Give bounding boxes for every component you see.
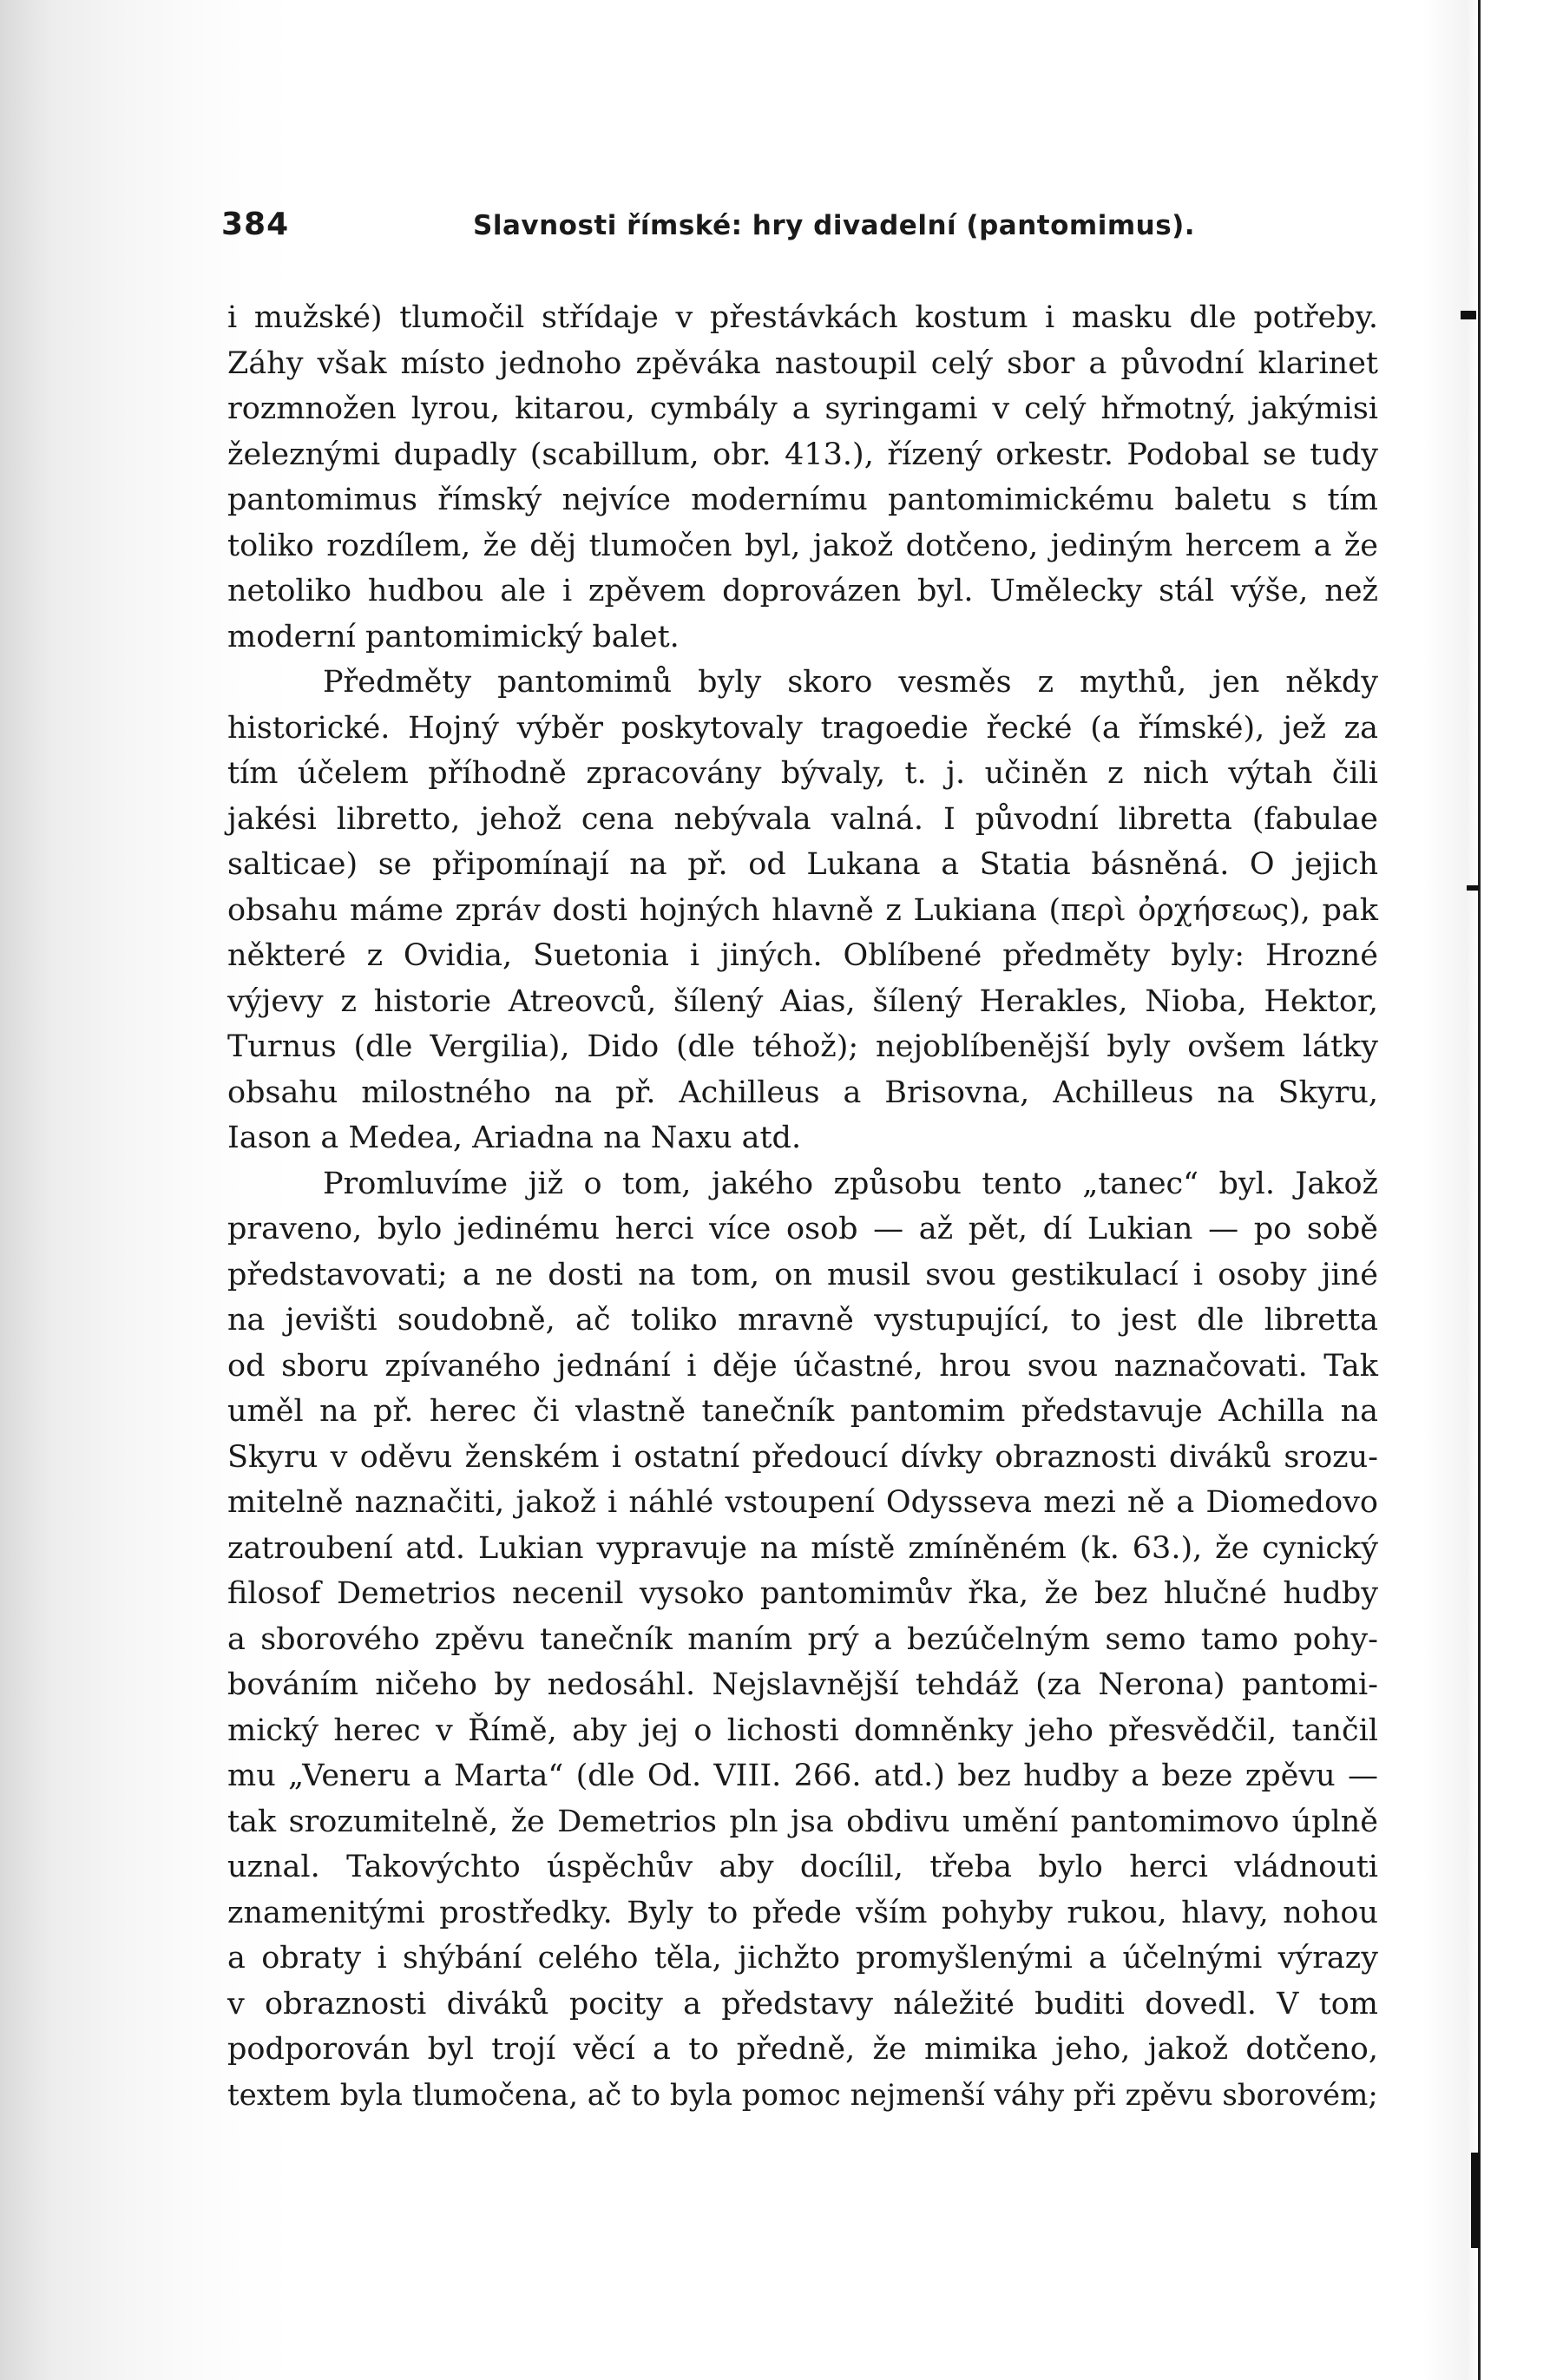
page-number: 384 — [221, 207, 290, 242]
page-edge-rule — [1478, 0, 1481, 2380]
text-line: a obraty i shýbání celého těla, jichžto promyšlenými a účelnými výrazy — [227, 1941, 1378, 1976]
text-line: od sboru zpívaného jednání i děje účastné, hrou svou naznačovati. Tak — [227, 1348, 1378, 1384]
margin-mark — [1471, 2153, 1480, 2248]
text-line: Záhy však místo jednoho zpěváka nastoupil celý sbor a původní klarinet — [227, 345, 1378, 381]
text-line: pantomimus římský nejvíce modernímu pantomimickému baletu s tím — [227, 483, 1378, 517]
text-line: textem byla tlumočena, ač to byla pomoc nejmenší váhy při zpěvu sborovém; — [227, 2077, 1378, 2113]
text-line: uznal. Takovýchto úspěchův aby docílil, třeba bylo herci vládnouti — [227, 1850, 1378, 1884]
text-line: znamenitými prostředky. Byly to přede vším pohyby rukou, hlavy, nohou — [227, 1895, 1378, 1930]
text-line: Skyru v oděvu ženském i ostatní předoucí dívky obraznosti diváků srozu- — [227, 1439, 1378, 1475]
text-line: představovati; a ne dosti na tom, on musil svou gestikulací i osoby jiné — [227, 1257, 1378, 1292]
text-line: toliko rozdílem, že děj tlumočen byl, jakož dotčeno, jediným hercem a že — [227, 528, 1378, 563]
text-line: podporován byl trojí věcí a to předně, že mimika jeho, jakož dotčeno, — [227, 2032, 1378, 2067]
text-line: salticae) se připomínají na př. od Lukana a Statia básněná. O jejich — [227, 847, 1378, 882]
text-line: Iason a Medea, Ariadna na Naxu atd. — [227, 1121, 802, 1155]
text-line: výjevy z historie Atreovců, šílený Aias, šílený Herakles, Nioba, Hektor, — [227, 983, 1378, 1019]
text-line: moderní pantomimický balet. — [227, 619, 680, 654]
margin-mark — [1467, 885, 1479, 891]
text-line: na jevišti soudobně, ač toliko mravně vystupující, to jest dle libretta — [227, 1303, 1378, 1338]
text-line: Turnus (dle Vergilia), Dido (dle téhož); nejoblíbenější byly ovšem látky — [227, 1029, 1378, 1064]
text-line: tak srozumitelně, že Demetrios pln jsa obdivu umění pantomimovo úplně — [227, 1804, 1378, 1839]
text-line: praveno, bylo jedinému herci více osob — až pět, dí Lukian — po sobě — [227, 1212, 1378, 1246]
text-line: i mužské) tlumočil střídaje v přestávkách kostum i masku dle potřeby. — [227, 300, 1378, 335]
text-line: Promluvíme již o tom, jakého způsobu tento „tanec“ byl. Jakož — [323, 1166, 1378, 1201]
text-line: mický herec v Římě, aby jej o lichosti domněnky jeho přesvědčil, tančil — [227, 1713, 1378, 1748]
text-line: obsahu máme zpráv dosti hojných hlavně z Lukiana (περὶ ὀρχήσεως), pak — [227, 892, 1378, 928]
page-header — [221, 207, 1402, 259]
text-line: Předměty pantomimů byly skoro vesměs z mythů, jen někdy — [323, 665, 1378, 700]
body-text — [227, 295, 1378, 2118]
text-line: mitelně naznačiti, jakož i náhlé vstoupení Odysseva mezi ně a Diomedovo — [227, 1485, 1378, 1520]
text-line: obsahu milostného na př. Achilleus a Brisovna, Achilleus na Skyru, — [227, 1075, 1378, 1110]
text-line: jakési libretto, jehož cena nebývala valná. I původní libretta (fabulae — [227, 801, 1378, 837]
margin-mark — [1461, 311, 1476, 319]
text-line: uměl na př. herec či vlastně tanečník pantomim představuje Achilla na — [227, 1394, 1378, 1429]
text-line: zatroubení atd. Lukian vypravuje na místě zmíněném (k. 63.), že cynický — [227, 1530, 1378, 1566]
text-line: železnými dupadly (scabillum, obr. 413.), řízený orkestr. Podobal se tudy — [227, 437, 1378, 472]
text-line: netoliko hudbou ale i zpěvem doprovázen byl. Umělecky stál výše, než — [227, 574, 1378, 608]
text-line: mu „Veneru a Marta“ (dle Od. VIII. 266. atd.) bez hudby a beze zpěvu — — [227, 1759, 1378, 1793]
text-line: tím účelem příhodně zpracovány bývaly, t. j. učiněn z nich výtah čili — [227, 756, 1378, 791]
text-line: a sborového zpěvu tanečník maním prý a bezúčelným semo tamo pohy- — [227, 1621, 1378, 1657]
text-line: filosof Demetrios necenil vysoko pantomimův řka, že bez hlučné hudby — [227, 1576, 1378, 1611]
text-line: rozmnožen lyrou, kitarou, cymbály a syringami v celý hřmotný, jakýmisi — [227, 391, 1378, 426]
text-line: některé z Ovidia, Suetonia i jiných. Oblíbené předměty byly: Hrozné — [227, 938, 1378, 973]
text-line: bováním ničeho by nedosáhl. Nejslavnější tehdáž (za Nerona) pantomi- — [227, 1667, 1378, 1702]
text-line: historické. Hojný výběr poskytovaly tragoedie řecké (a římské), jež za — [227, 710, 1378, 746]
text-line: v obraznosti diváků pocity a představy náležité buditi dovedl. V tom — [227, 1986, 1378, 2022]
running-head: Slavnosti římské: hry divadelní (pantomimus). — [473, 210, 1196, 241]
